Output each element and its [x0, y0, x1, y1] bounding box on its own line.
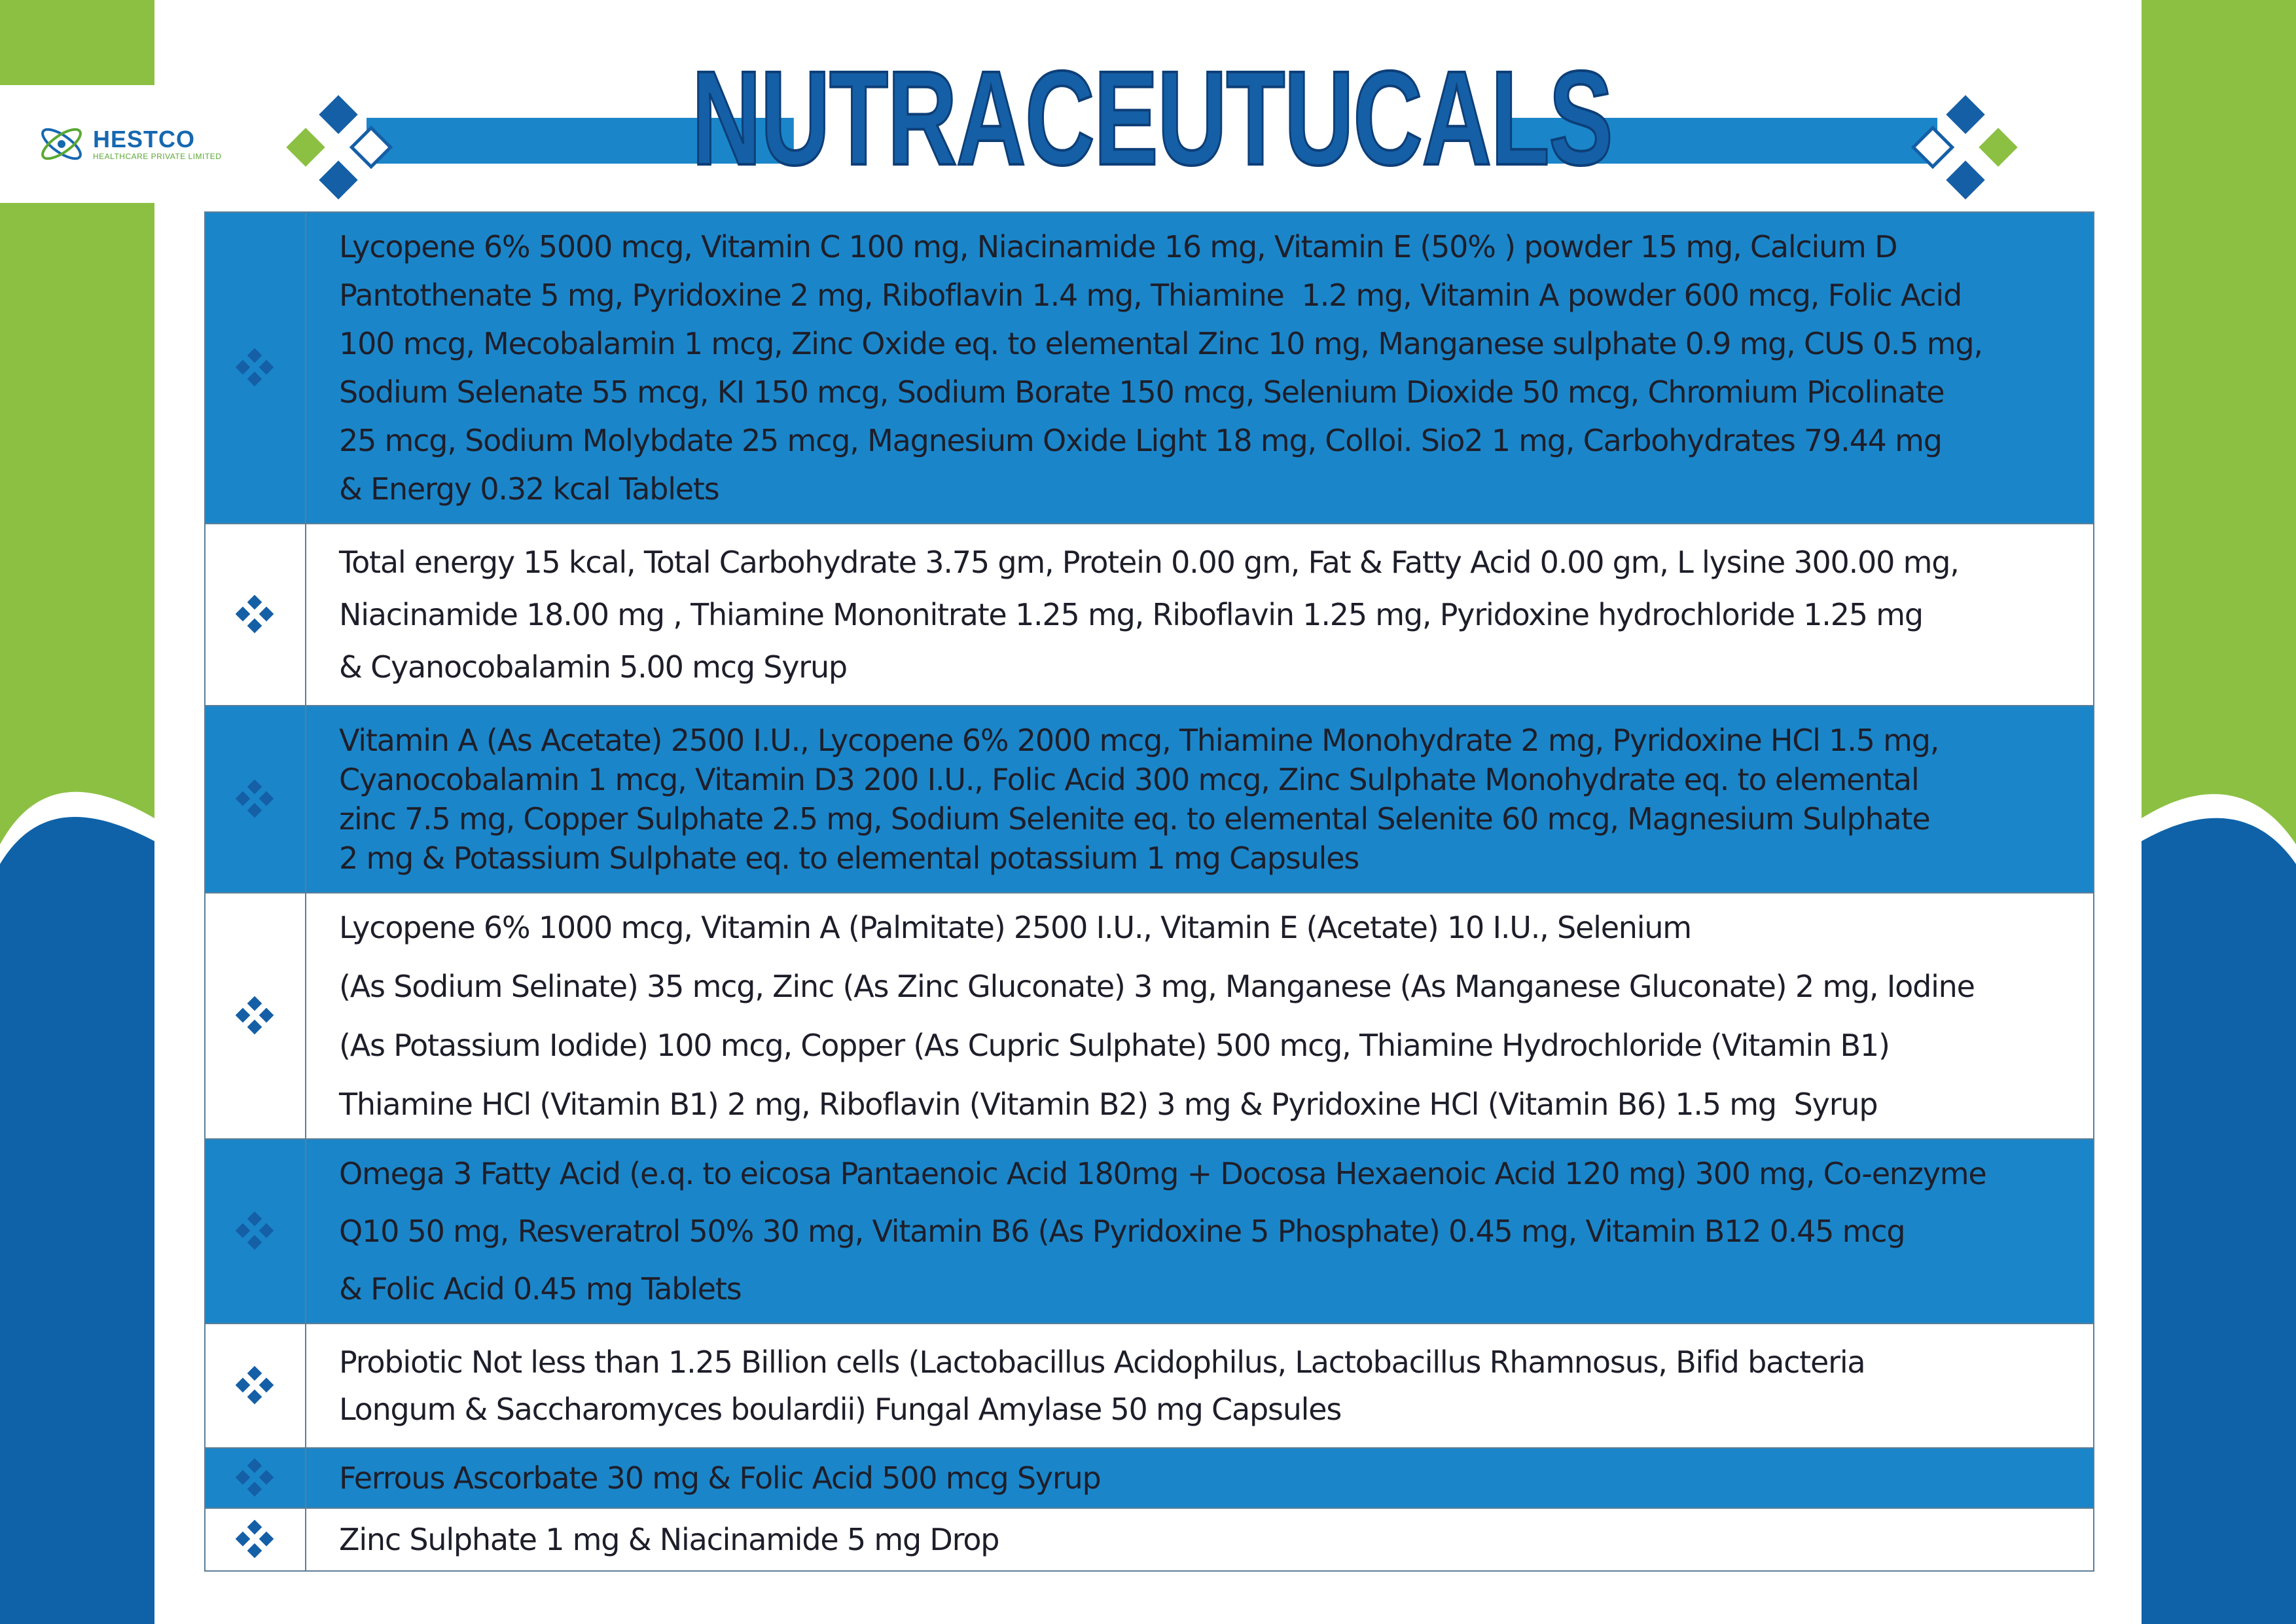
- product-row: [206, 1138, 2093, 1323]
- product-description-line: Sodium Selenate 55 mcg, KI 150 mcg, Sodium Borate 150 mcg, Selenium Dioxide 50 mcg, Chromium Picolinate: [339, 374, 1945, 410]
- row-bullet-cell: [206, 706, 306, 892]
- product-description: [306, 524, 2093, 705]
- row-bullet-cell: [206, 1449, 306, 1507]
- product-description-line: Lycopene 6% 1000 mcg, Vitamin A (Palmitate) 2500 I.U., Vitamin E (Acetate) 10 I.U., Selenium: [339, 910, 1691, 945]
- right-side-panel: [2142, 0, 2296, 1624]
- product-description-line: Probiotic Not less than 1.25 Billion cells (Lactobacillus Acidophilus, Lactobacillus Rhamnosus, Bifid bacteria: [339, 1344, 1865, 1380]
- brand-logo: [0, 85, 249, 203]
- four-diamond-bullet-icon: [236, 996, 275, 1036]
- product-description-line: Lycopene 6% 5000 mcg, Vitamin C 100 mg, Niacinamide 16 mg, Vitamin E (50% ) powder 15 mg, Calcium D: [339, 229, 1897, 264]
- product-description-line: & Energy 0.32 kcal Tablets: [339, 471, 719, 507]
- product-description-line: Zinc Sulphate 1 mg & Niacinamide 5 mg Drop: [339, 1522, 999, 1557]
- left-side-panel: [0, 0, 154, 1624]
- product-description: [306, 213, 2093, 523]
- product-description-line: & Folic Acid 0.45 mg Tablets: [339, 1271, 742, 1307]
- product-row: [206, 1447, 2093, 1507]
- diamond-cluster-ornament-icon: [283, 92, 394, 203]
- product-description-line: Longum & Saccharomyces boulardii) Fungal Amylase 50 mg Capsules: [339, 1392, 1342, 1427]
- four-diamond-bullet-icon: [236, 348, 275, 388]
- product-row: [206, 523, 2093, 705]
- hestco-logo-mark-icon: [35, 118, 88, 170]
- brand-tagline: HEALTHCARE PRIVATE LIMITED: [93, 152, 222, 161]
- product-row: [206, 213, 2093, 523]
- product-description: [306, 1140, 2093, 1323]
- four-diamond-bullet-icon: [236, 780, 275, 819]
- product-description-line: Vitamin A (As Acetate) 2500 I.U., Lycopene 6% 2000 mcg, Thiamine Monohydrate 2 mg, Pyridoxine HCl 1.5 mg,: [339, 723, 1939, 758]
- product-description: [306, 1509, 2093, 1570]
- diamond-cluster-ornament-icon: [1910, 92, 2021, 203]
- product-description: [306, 1449, 2093, 1507]
- product-description-line: 100 mcg, Mecobalamin 1 mcg, Zinc Oxide eq. to elemental Zinc 10 mg, Manganese sulphate 0.9 mg, CUS 0.5 mg,: [339, 326, 1982, 361]
- product-description-line: Q10 50 mg, Resveratrol 50% 30 mg, Vitamin B6 (As Pyridoxine 5 Phosphate) 0.45 mg, Vitamin B12 0.45 mcg: [339, 1214, 1905, 1249]
- row-bullet-cell: [206, 524, 306, 705]
- product-description-line: (As Potassium Iodide) 100 mcg, Copper (As Cupric Sulphate) 500 mcg, Thiamine Hydrochloride (Vitamin B1): [339, 1028, 1890, 1063]
- product-row: [206, 1507, 2093, 1570]
- product-description-line: zinc 7.5 mg, Copper Sulphate 2.5 mg, Sodium Selenite eq. to elemental Selenite 60 mcg, Magnesium Sulphate: [339, 801, 1930, 837]
- product-description-line: Pantothenate 5 mg, Pyridoxine 2 mg, Riboflavin 1.4 mg, Thiamine 1.2 mg, Vitamin A powder 600 mcg, Folic Acid: [339, 278, 1962, 313]
- row-bullet-cell: [206, 1324, 306, 1447]
- product-table: [204, 211, 2094, 1572]
- product-description-line: Niacinamide 18.00 mg , Thiamine Mononitrate 1.25 mg, Riboflavin 1.25 mg, Pyridoxine hydrochloride 1.25 mg: [339, 597, 1923, 632]
- page-title: NUTRACEUTUCALS: [691, 43, 1613, 193]
- four-diamond-bullet-icon: [236, 1458, 275, 1498]
- product-description-line: Cyanocobalamin 1 mcg, Vitamin D3 200 I.U., Folic Acid 300 mcg, Zinc Sulphate Monohydrate eq. to elemental: [339, 762, 1919, 797]
- product-row: [206, 705, 2093, 892]
- four-diamond-bullet-icon: [236, 595, 275, 634]
- product-description-line: Total energy 15 kcal, Total Carbohydrate 3.75 gm, Protein 0.00 gm, Fat & Fatty Acid 0.00 gm, L lysine 300.00 mg,: [339, 545, 1959, 580]
- row-bullet-cell: [206, 893, 306, 1138]
- product-description: [306, 1324, 2093, 1447]
- four-diamond-bullet-icon: [236, 1212, 275, 1251]
- four-diamond-bullet-icon: [236, 1366, 275, 1405]
- row-bullet-cell: [206, 213, 306, 523]
- product-description: [306, 893, 2093, 1138]
- product-row: [206, 1323, 2093, 1447]
- row-bullet-cell: [206, 1140, 306, 1323]
- four-diamond-bullet-icon: [236, 1520, 275, 1559]
- product-row: [206, 892, 2093, 1138]
- product-description-line: Thiamine HCl (Vitamin B1) 2 mg, Riboflavin (Vitamin B2) 3 mg & Pyridoxine HCl (Vitamin B6) 1.5 mg Syrup: [339, 1087, 1878, 1122]
- product-description-line: & Cyanocobalamin 5.00 mcg Syrup: [339, 649, 847, 685]
- product-description: [306, 706, 2093, 892]
- product-description-line: Omega 3 Fatty Acid (e.q. to eicosa Pantaenoic Acid 180mg + Docosa Hexaenoic Acid 120 mg) 300 mg, Co-enzyme: [339, 1156, 1986, 1191]
- row-bullet-cell: [206, 1509, 306, 1570]
- product-description-line: 25 mcg, Sodium Molybdate 25 mcg, Magnesium Oxide Light 18 mg, Colloi. Sio2 1 mg, Carbohydrates 79.44 mg: [339, 423, 1942, 458]
- product-description-line: Ferrous Ascorbate 30 mg & Folic Acid 500 mcg Syrup: [339, 1460, 1101, 1496]
- product-description-line: 2 mg & Potassium Sulphate eq. to elemental potassium 1 mg Capsules: [339, 840, 1359, 876]
- product-description-line: (As Sodium Selinate) 35 mcg, Zinc (As Zinc Gluconate) 3 mg, Manganese (As Manganese Gluconate) 2 mg, Iodine: [339, 969, 1975, 1004]
- brand-name: HESTCO: [93, 126, 196, 153]
